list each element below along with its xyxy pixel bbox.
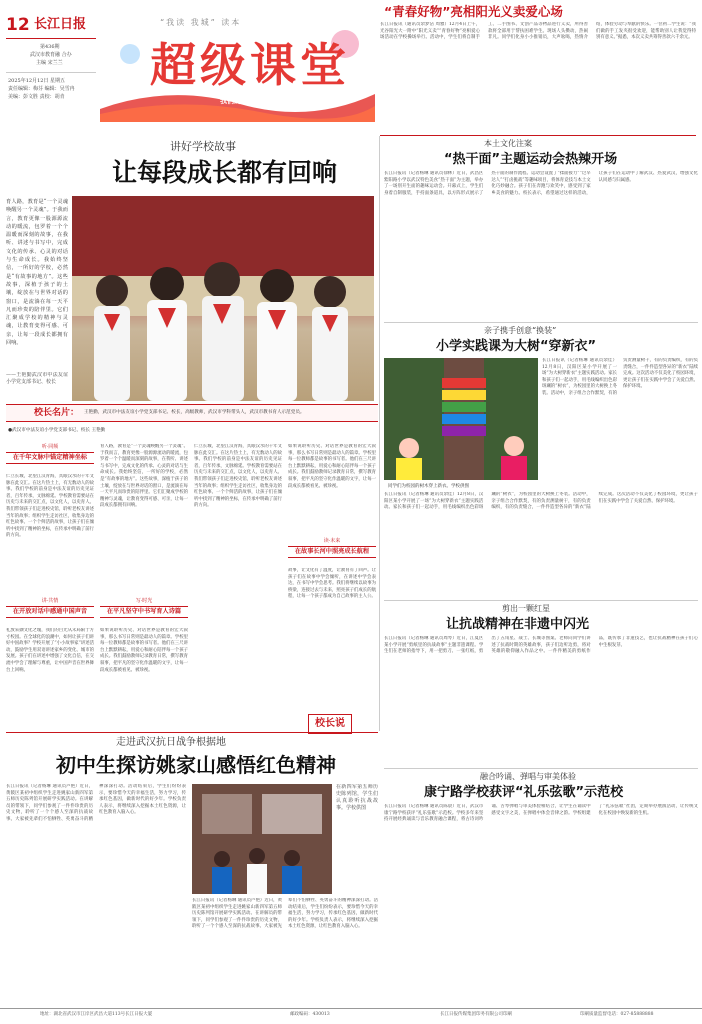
section-col-3-body: 仁立长城，北望江汉青海，具眼汉水的千年文脉在此交汇。在这片热土上，有无数动人的故事。我们学校的前身是中法友谊的历史见证者，百年传承，文脉绵延。学校教育需要站在历史与未来的交汇点，以文化人，以史育人。我们带领孩子们走进校史馆，聆听老校友讲述当年的故事；组织学生走访社区，收集身边的红色故事。一个个鲜活的故事，让孩子们在倾听中找到了精神的坐标，在传承中明确了前行的方向。 [194,444,282,509]
photo-caption: ●武汉市中法友谊小学党支部书记、校长 王艳勤 [8,428,106,433]
top-right-article [380,0,702,135]
main-byline-end: ——王艳勤武汉市中法友谊小学党支部书记、校长 [6,372,68,385]
right-article-3 [384,602,698,767]
museum-visit-illustration [192,784,332,894]
column-tagline: 我们的城市 / 我们的课堂 [220,96,298,105]
section-col-4 [288,438,376,738]
column-slogan: “我读 我城” 读本 [160,18,242,27]
page-number: 12 [6,15,30,35]
footer-printer: 长江日报传媒集团印务有限公司印刷 [440,1012,512,1017]
column-name: 超级课堂 [150,38,350,92]
footer [0,1010,702,1024]
section-2-small: 讲·共情 [41,598,59,604]
section-4-header [288,538,376,559]
section-4-body: 故事，让文化有了温度，让教育有了回声。让孩子们在故事中学会倾听，在讲述中学会表达，在书写中学会思考。我们将继续以故事为桥梁，连接过去与未来，照亮孩子们成长的航程，让每一个孩子都成为自己故事的主人公。 [288,568,376,600]
paper-name: 长江日报 [34,17,87,32]
bottom-body-right: 长江日报讯（记者杨琳 通讯员卢艳）近日，黄陂区某初中组织学生走进姚家山新四军第五师历史陈列馆开展研学实践活动。在讲解员的带领下，同学们参观了一件件珍贵的历史文物，聆听了一个个感人至深的抗战故事。大家被先辈们不怕牺牲、英勇奋斗的精神深深打动。活动结束后，学生们纷纷表示，要珍惜今天的幸福生活，努力学习，传承红色基因，做新时代的好少年。学校负责人表示，将继续深入挖掘本土红色资源，让红色教育入脑入心。 [192,898,378,930]
column-banner [100,14,375,122]
right-2-photo [384,358,538,480]
date-line: 2025年12月12日 星期五 [8,78,66,84]
bottom-body-left: 长江日报讯（记者杨琳 通讯员卢艳）近日，黄陂区某初中组织学生走进姚家山新四军第五师历史陈列馆开展研学实践活动。在讲解员的带领下，同学们参观了一件件珍贵的历史文物，聆听了一个个感人至深的抗战故事。大家被先辈们不怕牺牲、英勇奋斗的精神深深打动。活动结束后，学生们纷纷表示，要珍惜今天的幸福生活，努力学习，传承红色基因，做新时代的好少年。学校负责人表示，将继续深入挖掘本土红色资源，让红色教育入脑入心。 [6,784,186,822]
section-col-2-filler: 育人路，教育是“一个灵魂唤醒另一个灵魂”。于我而言，教育更像一股源源流动的暖流，包罗着一个个温暖而深刻的故事，在我听、讲述与书写中，完成文化的传承、心灵的对话与生命成长。我始终坚信，一所好的学校，必然是“有故事的地方”。这些故事，深植于孩子的土壤，绽放在与世界对话的窗口，是流淌在每一天平凡而珍贵的陪伴里。它们汇聚成学校的精神与灵魂，让教育变得可感、可亲，让每一段成长都拥有回响。 [100,444,188,509]
designer-line: 美编：彭文胜 责校：胡肯 [8,94,65,100]
main-photo [72,196,374,401]
right-2-headline: 小学实践课为大树“穿新衣” [436,339,597,354]
footer-address: 地址：湖北省武汉市江岸区武昌大道113号长江日报大厦 [40,1012,153,1017]
tree-sweater-illustration [384,358,538,480]
right-3-headline: 让抗战精神在非遗中闪光 [446,617,590,632]
section-1-header [6,444,94,465]
right-4-kicker: 融合吟诵、弹唱与审美体验 [480,772,576,781]
right-1-headline: “热干面”主题运动会热辣开场 [444,152,618,167]
right-1-body: 长江日报讯（记者杨琳 通讯员徐林）近日，武昌区紫阳路小学以武汉特色美食“热干面”为主题，举办了一场别开生面的趣味运动会。开幕式上，学生们身着自制服装，手持面条道具，以方阵形式展示了热干面的制作流程。运动会设置了“揉面接力”“过早达人”“打卤挑战”等趣味项目，将体育竞技与本土文化巧妙融合。孩子们在奔跑与欢笑中，感受到了家乡美食的魅力。校长表示，希望通过这样的活动，让孩子们在运动中了解武汉、热爱武汉，增强文化认同感与归属感。 [384,171,698,196]
top-right-body: 长江日报讯（通讯员余梦洁 周雅）12月4日上午，光谷阳光大一附中“阳光义卖”“青春好物”亮相爱心场活动在学校操场举行。活动中，学生们将自制手工、二手图书、文创产品等物品进行义卖，所得善款将全部用于帮扶困难学生。现场人头攒动，热闹非凡。同学们化身小小推销员，大声吆喝，热情介绍，体验劳动与奉献的快乐。一位初二学生说：“我们做的手工发夹很受欢迎，能帮助别人让我觉得特别有意义。”据悉，本次义卖共筹得善款六千余元。 [380,22,696,41]
bottom-headline: 初中生探访姚家山感悟红色精神 [56,753,336,777]
section-col-4-body: 如果说聆听历史、对话世界是教育的宏大叙事，那么书写日常则是最动人的篇章。学校里每一位教师都是故事的书写者。他们在三尺讲台上默默耕耘，用爱心和耐心陪伴每一个孩子成长。我们鼓励教师记录教育日常，撰写教育叙事，把平凡的坚守化作温暖的文字，让每一段成长都被看见、被珍视。 [288,444,376,489]
main-kicker: 讲好学校故事 [170,140,236,153]
right-2-photo-caption: 同学们为校园的树木穿上新衣。学校供图 [388,484,469,489]
top-right-headline: “青春好物”亮相阳光义卖爱心场 [384,4,563,19]
section-1-small: 听·同频 [41,444,59,450]
section-col-2 [100,438,188,738]
right-2-body-a: 长江日报讯（记者杨琳 通讯员余佳）12月8日，汉阳区某小学开展了一场“为大树穿新衣”主题实践活动。家长和孩子们一起动手，用毛线编织出色彩斑斓的“树衣”，为校园里的大树换上冬装。活动中，亲子组合合作默契，有的负责测量树干，有的负责编织，有的负责缝合，一件件造型各异的“新衣”陆续完成。这次活动不仅美化了校园环境，更让孩子们在实践中学会了关爱自然、保护环境。 [542,358,698,396]
school-story-stamp: 校长说 [308,714,352,734]
bottom-photo-caption: 在新四军第五师历史陈列馆，学生们认真聆听抗战故事。学校供图 [336,784,378,811]
section-4-title: 在故事长河中照亮成长航程 [294,547,370,555]
right-article-4 [384,770,698,1005]
bottom-kicker: 走进武汉抗日战争根据地 [116,737,226,748]
edition-sub1: 武汉市教育融 合办 [30,52,72,58]
section-3-body: 如果说聆听历史、对话世界是教育的宏大叙事，那么书写日常则是最动人的篇章。学校里每一位教师都是故事的书写者。他们在三尺讲台上默默耕耘，用爱心和耐心陪伴每一个孩子成长。我们鼓励教师记录教育日常，撰写教育叙事，把平凡的坚守化作温暖的文字，让每一段成长都被看见、被珍视。 [100,628,188,673]
right-3-body: 长江日报讯（记者杨琳 通讯员周琴）近日，江夏区某小学开展“剪纸里的抗战故事”主题非遗课程。学生们在老师的指导下，用一把剪刀、一张红纸，剪出了五角星、战士、长城等图案。老师向同学们讲述了抗战时期的英雄故事，孩子们边听边剪，将对英雄的敬仰融入作品之中。一件件精美的剪纸作品，既传承了非遗技艺，也让抗战精神在孩子们心中生根发芽。 [384,636,698,655]
edition-sub2: 主编 宋兰兰 [36,60,63,66]
students-photo-illustration [72,196,374,401]
right-4-headline: 康宁路学校获评“礼乐弦歌”示范校 [424,785,624,800]
footer-phone: 印刷质量监督电话：027-85888888 [580,1012,654,1017]
section-3-title: 在平凡坚守中书写育人诗篇 [106,607,182,615]
section-2-title: 在开放对话中感通中国声音 [12,607,88,615]
main-article [0,136,378,736]
masthead [0,0,380,132]
bottom-article [6,734,378,1006]
section-col-3 [194,438,282,738]
section-2-header [6,598,94,619]
main-intro: 育人路，教育是“一个灵魂唤醒另一个灵魂”。于我而言，教育更像一股源源流动的暖流，包罗着一个个温暖而深刻的故事，在我听、讲述与书写中，完成文化的传承、心灵的对话与生命成长。我始终坚信，一所好的学校，必然是“有故事的地方”。这些故事，深植于孩子的土壤，绽放在与世界对话的窗口，是流淌在每一天平凡而珍贵的陪伴里。它们汇聚成学校的精神与灵魂，让教育变得可感、可亲，让每一段成长都拥有回响。 [6,199,68,347]
right-2-kicker: 亲子携手创意“换装” [484,326,557,335]
right-2-body-b: 长江日报讯（记者杨琳 通讯员余佳）12月8日，汉阳区某小学开展了一场“为大树穿新衣”主题实践活动。家长和孩子们一起动手，用毛线编织出色彩斑斓的“树衣”，为校园里的大树换上冬装。活动中，亲子组合合作默契，有的负责测量树干，有的负责编织，有的负责缝合，一件件造型各异的“新衣”陆续完成。这次活动不仅美化了校园环境，更让孩子们在实践中学会了关爱自然、保护环境。 [384,492,698,511]
author-label: 校长名片： [34,408,80,418]
right-article-1 [384,137,698,320]
section-3-small: 写·时光 [135,598,153,604]
right-article-2 [384,324,698,599]
main-headline: 让每段成长都有回响 [112,158,338,187]
edition-label: 第436期 [40,44,60,50]
right-4-body: 长江日报讯（记者杨琳 通讯员陈晨）近日，武汉市康宁路学校获评“礼乐弦歌”示范校。学校多年来坚持开展经典诵读与音乐教育融合课程，将古诗词吟诵、古琴弹唱与审美体验相结合，让学生在诵读中感受文字之美，在弹唱中体会音律之韵。学校组建了“礼乐弦歌”社团，定期举办展演活动，让传统文化在校园中焕发新的生机。 [384,804,698,823]
section-col-1 [6,438,94,738]
right-3-kicker: 剪出一颗红星 [502,604,550,613]
author-bio: 王艳勤，武汉市中法友谊小学党支部书记、校长，高级教师，武汉市学科带头人，武汉市教书育人示范党员。 [84,410,305,415]
section-3-header [100,598,188,619]
section-2-body: 礼放采撷文化之瑰，我们的目光从未局限于方寸校园。在全球化的浪潮中，如何让孩子们讲好中国故事？学校开展了“小小故事家”讲述活动，鼓励学生用双语讲述家乡的变化、城市的发展。孩子们在讲述中增强了文化自信，在交流中学会了理解与尊重，让中国声音在世界舞台上回响。 [6,628,94,673]
editor-line: 责任编辑：梅芬 编辑：吴雪冉 [8,86,75,92]
section-1-body: 仁立长城，北望江汉青海，具眼汉水的千年文脉在此交汇。在这片热土上，有无数动人的故事。我们学校的前身是中法友谊的历史见证者，百年传承，文脉绵延。学校教育需要站在历史与未来的交汇点，以文化人，以史育人。我们带领孩子们走进校史馆，聆听老校友讲述当年的故事；组织学生走访社区，收集身边的红色故事。一个个鲜活的故事，让孩子们在倾听中找到了精神的坐标，在传承中明确了前行的方向。 [6,474,94,539]
right-1-kicker: 本土文化注案 [484,139,532,148]
section-4-small: 读·未来 [323,538,341,544]
author-card [6,404,378,422]
section-1-title: 在千年文脉中锚定精神坐标 [12,453,88,461]
bottom-photo [192,784,332,894]
footer-postcode: 邮政编码：430013 [290,1012,330,1017]
